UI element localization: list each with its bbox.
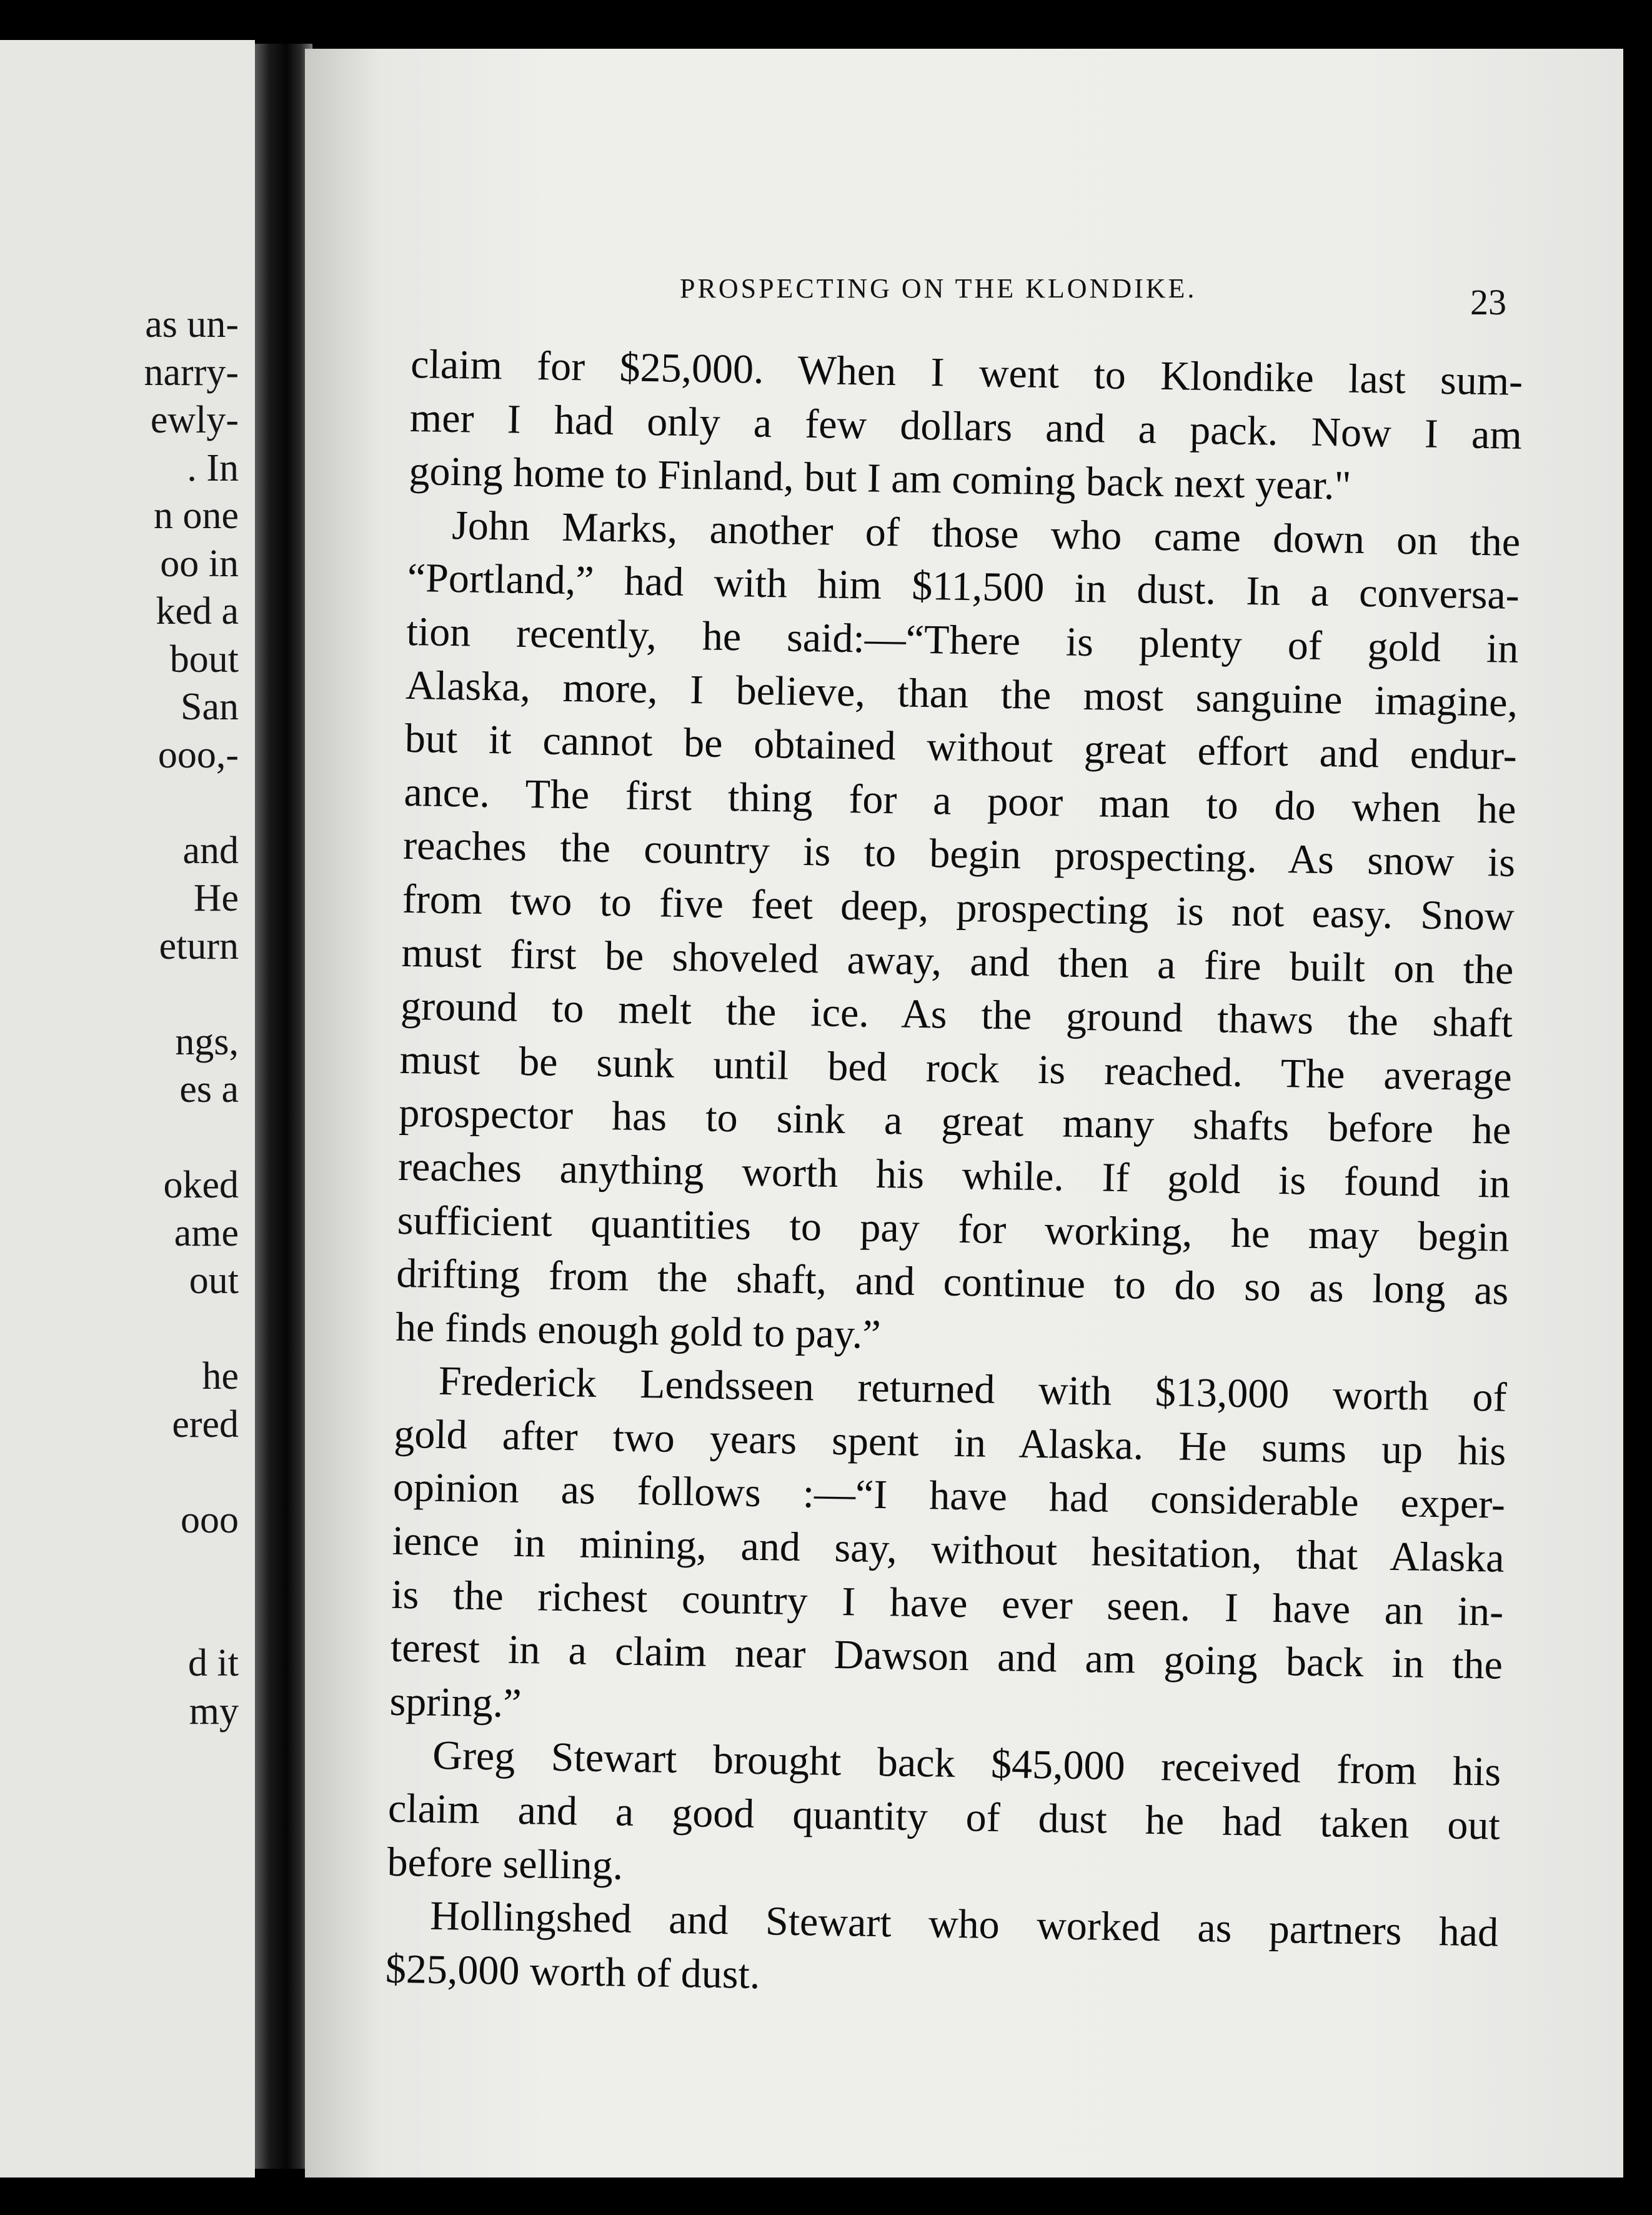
text-line: reaches the country is to begin prospecting. As snow is [402, 822, 1516, 886]
left-page [0, 40, 255, 2178]
text-line: Greg Stewart brought back $45,000 received from his [432, 1732, 1501, 1796]
left-page-line-fragment: ame [174, 1211, 239, 1254]
text-line: must first be shoveled away, and then a fire built on the [401, 929, 1514, 993]
left-page-line-fragment: eturn [159, 924, 239, 968]
text-line: sufficient quantities to pay for working, he may begin [397, 1197, 1510, 1261]
left-page-line-fragment: he [202, 1355, 239, 1398]
text-line: ground to melt the ice. As the ground thaws the shaft [400, 982, 1513, 1046]
text-line: $25,000 worth of dust. [385, 1946, 760, 1998]
left-page-line-fragment: oked [163, 1164, 239, 1206]
left-page-line-fragment: . In [187, 446, 239, 489]
left-page-line-fragment: ked a [156, 590, 239, 632]
text-line: before selling. [387, 1839, 624, 1889]
text-line: terest in a claim near Dawson and am going back in the [390, 1624, 1503, 1688]
left-page-line-fragment: ered [172, 1402, 239, 1446]
text-line: going home to Finland, but I am coming back next year." [409, 448, 1352, 509]
text-line: claim and a good quantity of dust he had taken out [387, 1785, 1501, 1849]
left-page-line-fragment: ooo,- [157, 733, 239, 776]
left-page-line-fragment: ewly- [150, 399, 239, 441]
book-gutter [255, 44, 312, 2169]
text-line: from two to five feet deep, prospecting is not easy. Snow [402, 876, 1515, 939]
left-page-line-fragment: es a [179, 1068, 239, 1111]
left-page-line-fragment: my [189, 1689, 239, 1732]
text-line: he finds enough gold to pay.” [395, 1304, 882, 1358]
left-page-line-fragment: San [181, 686, 239, 728]
text-line: claim for $25,000. When I went to Klondike last sum- [410, 341, 1523, 404]
body-text [385, 338, 1523, 2013]
left-page-line-fragment: oo in [160, 542, 239, 585]
text-line: opinion as follows :—“I have had considerable exper- [392, 1464, 1506, 1528]
left-page-line-fragment: ooo [181, 1498, 239, 1541]
left-page-line-fragment: ngs, [175, 1020, 239, 1063]
text-line: is the richest country I have ever seen. I have an in- [391, 1571, 1504, 1635]
right-page [305, 49, 1623, 2178]
left-page-line-fragment: He [193, 877, 239, 919]
text-line: Alaska, more, I believe, than the most sanguine imagine, [405, 662, 1518, 726]
text-line: gold after two years spent in Alaska. He sums up his [393, 1411, 1506, 1474]
running-head: PROSPECTING ON THE KLONDIKE. [680, 273, 1197, 304]
text-line: drifting from the shaft, and continue to do so as long as [396, 1250, 1509, 1314]
left-page-line-fragment: and [182, 829, 239, 872]
left-page-text-fragments [0, 40, 239, 2178]
text-line: tion recently, he said:—“There is plenty of gold in [406, 608, 1519, 672]
left-page-line-fragment: narry- [144, 351, 239, 394]
text-line: John Marks, another of those who came down on the [451, 502, 1521, 565]
left-page-line-fragment: n one [153, 494, 239, 537]
left-page-line-fragment: d it [188, 1642, 239, 1684]
left-page-line-fragment: bout [169, 638, 239, 681]
text-line: must be sunk until bed rock is reached. The average [399, 1036, 1513, 1100]
text-line: Hollingshed and Stewart who worked as partners had [429, 1893, 1499, 1956]
text-line: prospector has to sink a great many shafts before he [398, 1090, 1511, 1154]
left-page-line-fragment: out [189, 1259, 239, 1302]
text-line: but it cannot be obtained without great effort and endur- [404, 716, 1518, 779]
text-line: ance. The first thing for a poor man to do when he [404, 769, 1516, 832]
text-line: reaches anything worth his while. If gold is found in [397, 1143, 1511, 1207]
text-line: Frederick Lendsseen returned with $13,000 worth of [438, 1358, 1508, 1421]
text-line: ience in mining, and say, without hesitation, that Alaska [392, 1518, 1505, 1581]
text-line: mer I had only a few dollars and a pack. Now I am [409, 394, 1523, 458]
page-number: 23 [1470, 282, 1506, 322]
text-line: spring.” [389, 1678, 522, 1726]
text-line: “Portland,” had with him $11,500 in dust. In a conversa- [407, 555, 1520, 619]
left-page-line-fragment: as un- [145, 303, 239, 346]
